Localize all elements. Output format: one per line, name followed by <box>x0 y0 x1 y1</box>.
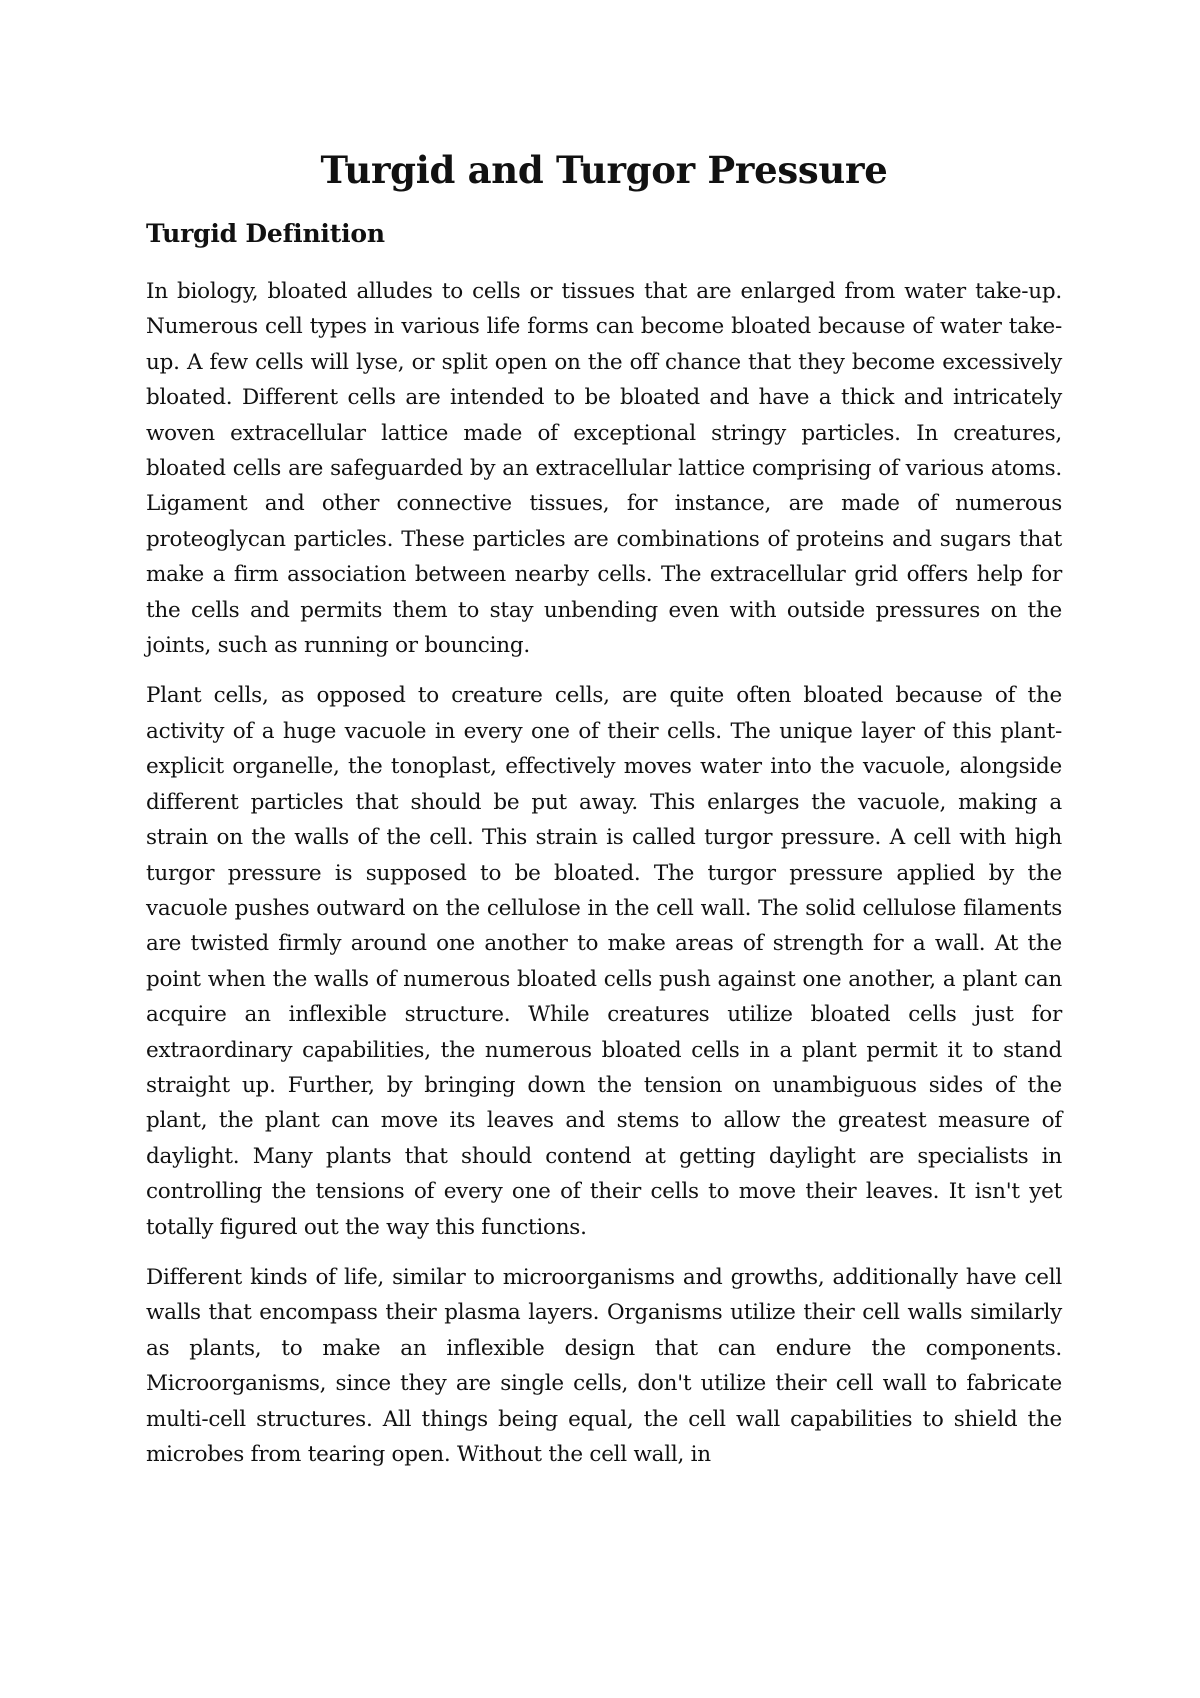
paragraph-2: Plant cells, as opposed to creature cells, are quite often bloated because of the activity of a huge vacuole in every one of their cells. The unique layer of this plant-explicit organelle, the tonoplast, effectively moves water into the vacuole, alongside different particles that should be put away. This enlarges the vacuole, making a strain on the walls of the cell. This strain is called turgor pressure. A cell with high turgor pressure is supposed to be bloated. The turgor pressure applied by the vacuole pushes outward on the cellulose in the cell wall. The solid cellulose filaments are twisted firmly around one another to make areas of strength for a wall. At the point when the walls of numerous bloated cells push against one another, a plant can acquire an inflexible structure. While creatures utilize bloated cells just for extraordinary capabilities, the numerous bloated cells in a plant permit it to stand straight up. Further, by bringing down the tension on unambiguous sides of the plant, the plant can move its leaves and stems to allow the greatest measure of daylight. Many plants that should contend at getting daylight are specialists in controlling the tensions of every one of their cells to move their leaves. It isn't yet totally figured out the way this functions. <box>146 683 1062 1240</box>
section-heading: Turgid Definition <box>146 219 385 248</box>
document-body <box>146 146 1062 1487</box>
paragraph-1: In biology, bloated alludes to cells or tissues that are enlarged from water take-up. Numerous cell types in various life forms can become bloated because of water take-up. A few cells will lyse, or split open on the off chance that they become excessively bloated. Different cells are intended to be bloated and have a thick and intricately woven extracellular lattice made of exceptional stringy particles. In creatures, bloated cells are safeguarded by an extracellular lattice comprising of various atoms. Ligament and other connective tissues, for instance, are made of numerous proteoglycan particles. These particles are combinations of proteins and sugars that make a firm association between nearby cells. The extracellular grid offers help for the cells and permits them to stay unbending even with outside pressures on the joints, such as running or bouncing. <box>146 279 1062 659</box>
paragraph-3: Different kinds of life, similar to microorganisms and growths, additionally have cell walls that encompass their plasma layers. Organisms utilize their cell walls similarly as plants, to make an inflexible design that can endure the components. Microorganisms, since they are single cells, don't utilize their cell wall to fabricate multi-cell structures. All things being equal, the cell wall capabilities to shield the microbes from tearing open. Without the cell wall, in <box>146 1264 1062 1467</box>
document-title: Turgid and Turgor Pressure <box>320 148 888 192</box>
